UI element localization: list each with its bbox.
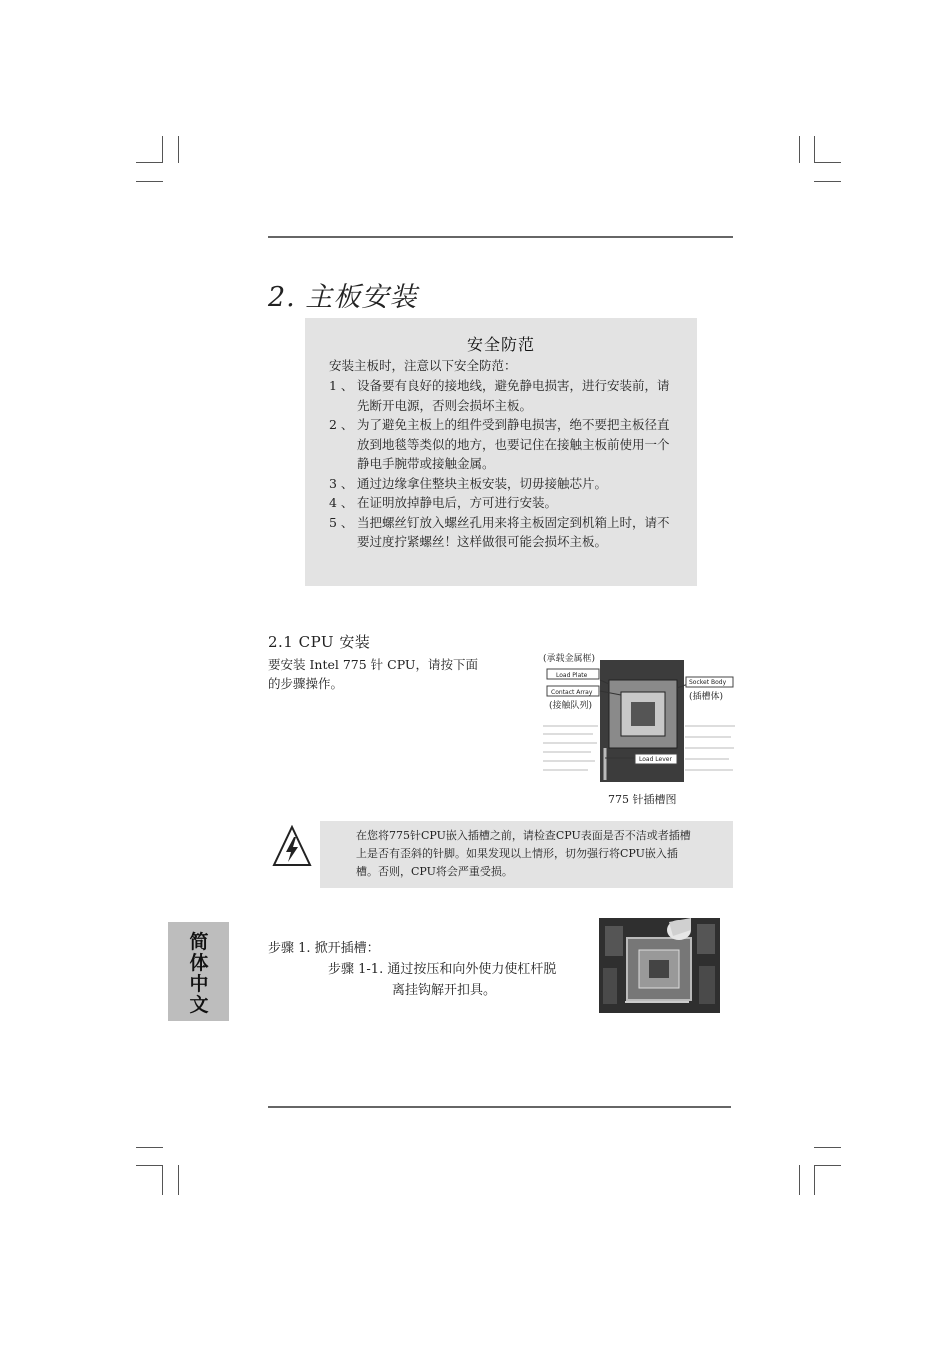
safety-item-text: 通过边缘拿住整块主板安装，切毋接触芯片。 <box>357 475 608 491</box>
crop-mark <box>178 1165 179 1195</box>
step-1-1-continuation: 离挂钩解开扣具。 <box>392 983 497 998</box>
crop-mark <box>814 1147 841 1148</box>
crop-mark <box>814 162 841 163</box>
load-plate-label: Load Plate <box>556 672 588 679</box>
safety-item <box>329 376 679 415</box>
warning-box <box>320 821 733 888</box>
load-plate-cn-label: (承载金属框) <box>543 654 596 664</box>
crop-mark <box>814 1165 841 1166</box>
section-body: 要安装 Intel 775 针 CPU，请按下面的步骤操作。 <box>268 657 478 691</box>
header-rule <box>268 236 733 238</box>
figure-caption: 775 针插槽图 <box>608 793 677 806</box>
safety-item-number: 3 、 <box>329 475 354 491</box>
safety-item <box>329 474 679 494</box>
crop-mark <box>814 136 815 163</box>
crop-mark <box>799 136 800 163</box>
section-title: 2.1 CPU 安装 <box>268 633 371 651</box>
contact-array-label: Contact Array <box>551 689 593 696</box>
crop-mark <box>136 162 163 163</box>
load-lever-label: Load Lever <box>639 756 672 763</box>
crop-mark <box>814 1165 815 1195</box>
socket-body-label: Socket Body <box>689 679 727 686</box>
language-side-tab <box>168 922 229 1021</box>
crop-mark <box>136 1165 163 1166</box>
safety-item-number: 4 、 <box>329 495 354 510</box>
safety-item-text: 在证明放掉静电后，方可进行安装。 <box>357 495 558 510</box>
crop-mark <box>162 1165 163 1195</box>
socket-center <box>631 702 655 726</box>
crop-mark <box>162 136 163 163</box>
footer-rule <box>268 1106 731 1108</box>
crop-mark <box>136 1147 163 1148</box>
crop-mark <box>799 1165 800 1195</box>
safety-intro: 安装主板时，注意以下安全防范： <box>329 358 517 373</box>
socket-body-cn-label: (插槽体) <box>689 692 724 702</box>
safety-item-number: 1 、 <box>329 378 354 393</box>
safety-item-text: 当把螺丝钉放入螺丝孔用来将主板固定到机箱上时，请不要过度拧紧螺丝！这样做很可能会损坏主板。 <box>357 514 670 549</box>
step-1-1-line: 步骤 1-1. 通过按压和向外使力使杠杆脱 <box>328 962 557 977</box>
safety-list <box>329 376 679 552</box>
safety-item-number: 2 、 <box>329 417 354 432</box>
open-socket-photo <box>599 918 720 1013</box>
safety-item <box>329 415 679 474</box>
crop-mark <box>814 181 841 182</box>
safety-item-text: 为了避免主板上的组件受到静电损害，绝不要把主板径直放到地毯等类似的地方，也要记住在接触主板前使用一个静电手腕带或接触金属。 <box>357 417 670 471</box>
crop-mark <box>178 136 179 163</box>
safety-box <box>305 318 697 586</box>
step-1: 步骤 1. 掀开插槽： <box>268 941 380 956</box>
safety-item-text: 设备要有良好的接地线，避免静电损害，进行安装前，请先断开电源，否则会损坏主板。 <box>357 378 670 413</box>
warning-text: 在您将775针CPU嵌入插槽之前，请检查CPU表面是否不洁或者插槽上是否有歪斜的针脚。如果发现以上情形，切勿强行将CPU嵌入插槽。否则，CPU将会严重受损。 <box>356 829 691 878</box>
socket-diagram <box>543 650 735 785</box>
safety-item <box>329 493 679 513</box>
safety-item <box>329 513 679 552</box>
language-side-tab-label: 简体中文 <box>189 931 209 1016</box>
safety-title: 安全防范 <box>466 335 535 354</box>
warning-icon <box>272 825 312 869</box>
step-1-1 <box>328 959 556 1001</box>
crop-mark <box>136 181 163 182</box>
contact-array-cn-label: (接触队列) <box>549 701 593 711</box>
chapter-title: 2. 主板安装 <box>268 282 418 313</box>
safety-item-number: 5 、 <box>329 514 354 530</box>
